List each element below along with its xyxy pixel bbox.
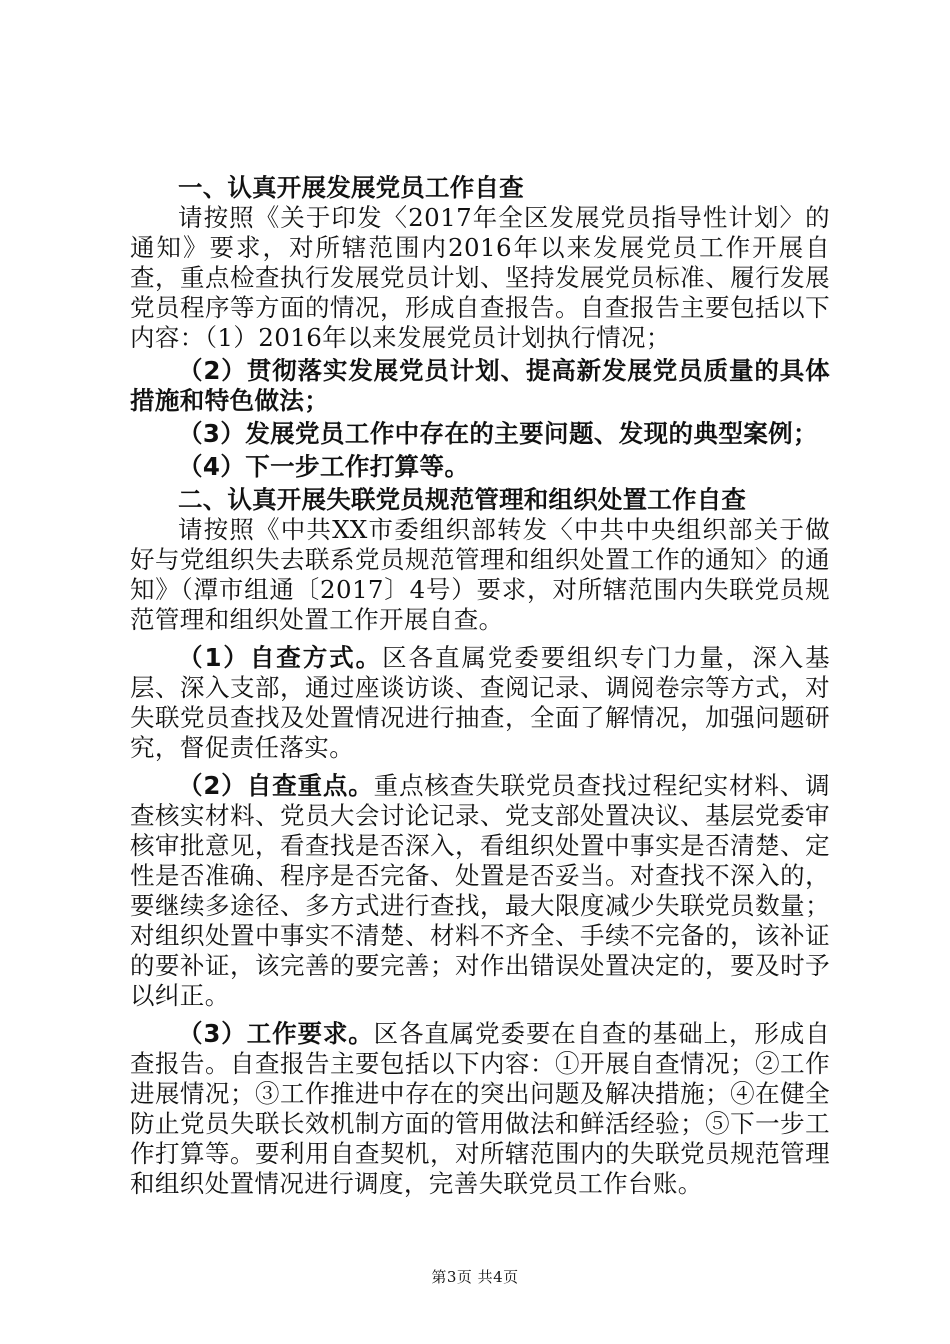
section-heading-1: 一、认真开展发展党员工作自查 — [178, 173, 524, 202]
work-requirements-text: 区各直属党委要在自查的基础上，形成自查报告。自查报告主要包括以下内容：①开展自查情况；②工作进展情况；③工作推进中存在的突出问题及解决措施；④在健全防止党员失联长效机制方面的管用做法和鲜活经验；⑤下一步工作打算等。要利用自查契机，对所辖范围内的失联党员规范管理和组织处置情况进行调度，完善失联党员工作台账。 — [130, 1019, 830, 1198]
section-1-point-2: （2）贯彻落实发展党员计划、提高新发展党员质量的具体措施和特色做法； — [130, 356, 830, 415]
work-requirements-paragraph — [130, 1019, 830, 1199]
self-check-method-label: （1）自查方式。 — [178, 643, 383, 672]
section-1-paragraph: 请按照《关于印发〈2017年全区发展党员指导性计划〉的通知》要求，对所辖范围内2016年以来发展党员工作开展自查，重点检查执行发展党员计划、坚持发展党员标准、履行发展党员程序等方面的情况，形成自查报告。自查报告主要包括以下内容：（1）2016年以来发展党员计划执行情况； — [130, 203, 830, 352]
self-check-method-text: 区各直属党委要组织专门力量，深入基层、深入支部，通过座谈访谈、查阅记录、调阅卷宗等方式，对失联党员查找及处置情况进行抽查，全面了解情况，加强问题研究，督促责任落实。 — [130, 643, 830, 762]
section-1-point-3: （3）发展党员工作中存在的主要问题、发现的典型案例； — [178, 419, 818, 448]
section-1-point-4: （4）下一步工作打算等。 — [178, 452, 470, 481]
document-body — [130, 173, 830, 1199]
section-2-paragraph: 请按照《中共XX市委组织部转发〈中共中央组织部关于做好与党组织失去联系党员规范管理和组织处置工作的通知〉的通知》（潭市组通〔2017〕4号）要求，对所辖范围内失联党员规范管理和组织处置工作开展自查。 — [130, 515, 830, 634]
self-check-focus-paragraph — [130, 771, 830, 1011]
self-check-focus-text: 重点核查失联党员查找过程纪实材料、调查核实材料、党员大会讨论记录、党支部处置决议、基层党委审核审批意见，看查找是否深入，看组织处置中事实是否清楚、定性是否准确、程序是否完备、处置是否妥当。对查找不深入的，要继续多途径、多方式进行查找，最大限度减少失联党员数量；对组织处置中事实不清楚、材料不齐全、手续不完备的，该补证的要补证，该完善的要完善；对作出错误处置决定的，要及时予以纠正。 — [130, 771, 830, 1010]
section-heading-2: 二、认真开展失联党员规范管理和组织处置工作自查 — [178, 485, 747, 514]
work-requirements-label: （3）工作要求。 — [178, 1019, 374, 1048]
self-check-method-paragraph — [130, 643, 830, 763]
self-check-focus-label: （2）自查重点。 — [178, 771, 374, 800]
page-number-footer: 第3页 共4页 — [431, 1268, 519, 1286]
